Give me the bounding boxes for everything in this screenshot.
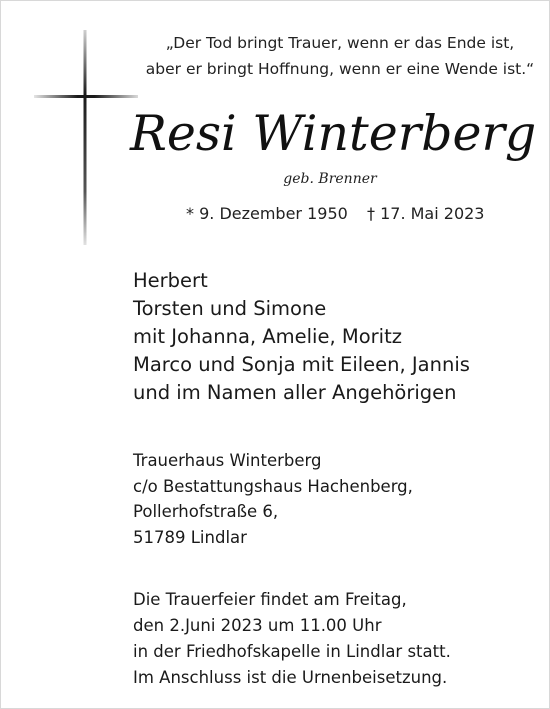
birth-name: geb. Brenner xyxy=(283,171,377,187)
address-line: Pollerhofstraße 6, xyxy=(133,502,279,521)
address-line: c/o Bestattungshaus Hachenberg, xyxy=(133,476,413,496)
mourning-address xyxy=(133,448,413,550)
ceremony-line: Im Anschluss ist die Urnenbeisetzung. xyxy=(133,668,448,687)
mourner-line: und im Namen aller Angehörigen xyxy=(133,381,457,404)
quote-line: „Der Tod bringt Trauer, wenn er das Ende ist, xyxy=(165,34,515,52)
mourner-line: Marco und Sonja mit Eileen, Jannis xyxy=(133,353,470,376)
mourners-list xyxy=(133,267,470,407)
quote-line: aber er bringt Hoffnung, wenn er eine Wende ist.“ xyxy=(145,60,535,78)
death-date: † 17. Mai 2023 xyxy=(367,204,485,223)
quote xyxy=(120,30,550,82)
mourner-line: Herbert xyxy=(133,269,208,292)
ceremony-line: in der Friedhofskapelle in Lindlar statt. xyxy=(133,642,451,661)
deceased-name: Resi Winterberg xyxy=(130,105,537,162)
mourner-line: mit Johanna, Amelie, Moritz xyxy=(133,325,402,348)
ceremony-line: Die Trauerfeier findet am Freitag, xyxy=(133,590,407,609)
ceremony-line: den 2.Juni 2023 um 11.00 Uhr xyxy=(133,616,382,635)
mourner-line: Torsten und Simone xyxy=(133,297,327,320)
ceremony-info xyxy=(133,587,451,691)
address-line: 51789 Lindlar xyxy=(133,527,247,547)
address-line: Trauerhaus Winterberg xyxy=(133,451,322,470)
birth-date: * 9. Dezember 1950 xyxy=(186,204,348,223)
